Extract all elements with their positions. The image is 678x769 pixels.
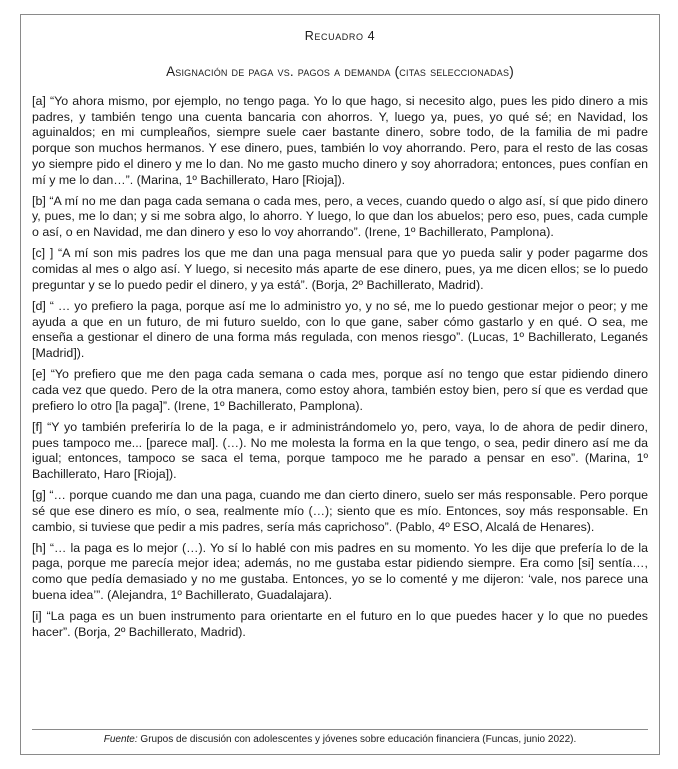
quote-b: [b] “A mí no me dan paga cada semana o cada mes, pero, a veces, cuando quedo o algo así, sí que pido dinero y, pues, me lo dan; y si me sobra algo, lo ahorro. Y luego, lo que dan los abuelos; pero eso, pues, cada cumple o así, o en Navidad, me dan dinero y eso lo voy ahorrando”. (Irene, 1º Bachillerato, Pamplona). (32, 193, 648, 240)
source-label: Fuente: (103, 734, 138, 745)
quote-g: [g] “… porque cuando me dan una paga, cuando me dan cierto dinero, suelo ser más responsable. Pero porque sé que ese dinero es mío, o sea, realmente mío (…); siento que es mío. Entonces, soy más responsable. En cambio, si tuviese que pedir a mis padres, sería más caprichoso”. (Pablo, 4º ESO, Alcalá de Henares). (32, 488, 648, 534)
box-frame (20, 14, 660, 755)
quote-d: [d] “ … yo prefiero la paga, porque así me lo administro yo, y no sé, me lo puedo gestionar mejor o peor; y me ayuda a que en un futuro, de mi futuro sueldo, con lo que gane, saber cómo gastarlo y en qué. O sea, me enseña a gestionar el dinero de una forma más regulada, con menos riesgo”. (Lucas, 1º Bachillerato, Leganés [Madrid]). (32, 298, 648, 361)
quote-c: [c] ] “A mí son mis padres los que me dan una paga mensual para que yo pueda salir y poder pagarme dos comidas al mes o algo así. Y luego, si necesito más aparte de ese dinero, pues, ya me dicen ellos; se lo puedo preguntar y se lo puedo pedir el dinero, y ya está”. (Borja, 2º Bachillerato, Madrid). (32, 246, 648, 292)
quote-f: [f] “Y yo también preferiría lo de la paga, e ir administrándomelo yo, pero, vaya, lo de ahora de pedir dinero, pues tampoco me... [parece mal]. (…). No me molesta la forma en la que tengo, o sea, pedir dinero así me da igual; entonces, tampoco se saca el tema, porque tampoco me he parado a pensar en eso”. (Marina, 1º Bachillerato, Haro [Rioja]). (32, 419, 648, 481)
quote-h: [h] “… la paga es lo mejor (…). Yo sí lo hablé con mis padres en su momento. Yo les dije que prefería lo de la paga, porque me parecía mejor idea; además, no me gustaba estar pidiendo siempre. Era como [si] sentía…, como que pedía demasiado y no me gustaba. Entonces, yo se lo comenté y me dijeron: ‘vale, nos parece una buena idea’”. (Alejandra, 1º Bachillerato, Guadalajara). (32, 540, 648, 602)
box-label: Recuadro 4 (304, 29, 376, 43)
quote-e: [e] “Yo prefiero que me den paga cada semana o cada mes, porque así no tengo que estar pidiendo dinero cada vez que quedo. Pero de la otra manera, como estoy ahora, también estoy bien, pero sí que es verdad que prefiero lo otro [la paga]”. (Irene, 1º Bachillerato, Pamplona). (32, 367, 648, 413)
quote-i: [i] “La paga es un buen instrumento para orientarte en el futuro en lo que puedes hacer y lo que no puedes hacer”. (Borja, 2º Bachillerato, Madrid). (32, 609, 648, 639)
box-title: Asignación de paga vs. pagos a demanda (citas seleccionadas) (166, 64, 514, 79)
quote-a: [a] “Yo ahora mismo, por ejemplo, no tengo paga. Yo lo que hago, si necesito algo, pues les pido dinero a mis padres, y también tengo una cuenta bancaria con ahorros. Y, luego ya, pues, yo qué sé; en Navidad, los aguinaldos; en mi cumpleaños, siempre suele caer bastante dinero, sobre todo, de la familia de mi padre porque son muchos hermanos. Y ese dinero, pues, también lo voy ahorrando. Pero, para el resto de las cosas yo siempre pido el dinero y me lo dan. No me gasto mucho dinero y soy ahorradora; entonces, pues confían en mí y me lo dan…”. (Marina, 1º Bachillerato, Haro [Rioja]). (32, 94, 648, 187)
source-text: Grupos de discusión con adolescentes y jóvenes sobre educación financiera (Funcas, junio 2022). (137, 734, 577, 745)
quotes-list (32, 94, 648, 646)
footer-divider (32, 729, 648, 730)
source-note (21, 734, 659, 745)
